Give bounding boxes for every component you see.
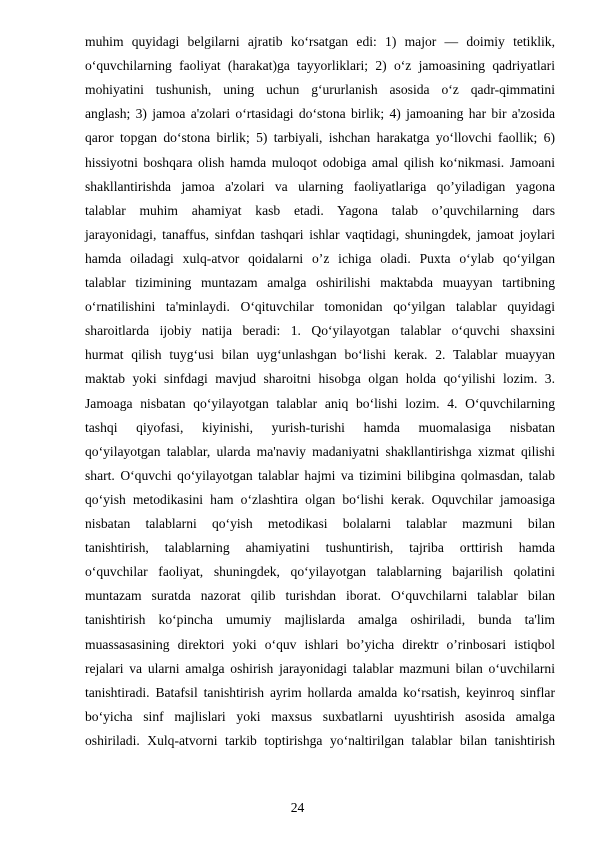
text-line: qo‘yilayotgan talablar, ularda ma'naviy madaniyatni shakllantirishga xizmat qilishi	[85, 443, 555, 459]
text-line: muntazam suratda nazorat qilib turishdan iborat. O‘quvchilarni talablar bilan	[85, 588, 555, 604]
text-line: hurmat qilish tuyg‘usi bilan uyg‘unlashgan bo‘lishi kerak. 2. Talablar muayyan	[85, 347, 555, 363]
text-line: sharoitlarda ijobiy natija beradi: 1. Qo‘yilayotgan talablar o‘quvchi shaxsini	[85, 323, 555, 339]
text-line: mohiyatini tushunish, uning uchun g‘ururlanish asosida o‘z qadr-qimmatini	[85, 82, 555, 98]
text-line: hamda oiladagi xulq-atvor qoidalarni o’z ichiga oladi. Puxta o‘ylab qo‘yilgan	[85, 250, 555, 266]
text-line: oshiriladi. Xulq-atvorni tarkib toptirishga yo‘naltirilgan talablar bilan tanishtirish	[85, 732, 555, 748]
text-line: muassasasining direktori yoki o‘quv ishlari bo’yicha direktr o’rinbosari istiqbol	[85, 636, 555, 652]
text-line: tanishtirish ko‘pincha umumiy majlislarda amalga oshiriladi, bunda ta'lim	[85, 612, 555, 628]
text-line: muhim quyidagi belgilarni ajratib ko‘rsatgan edi: 1) major — doimiy tetiklik,	[85, 34, 555, 49]
page-number: 24	[290, 800, 305, 815]
text-line: tanishtiradi. Batafsil tanishtirish ayrim hollarda amalda ko‘rsatish, keyinroq sinflar	[85, 684, 555, 700]
text-line: qo‘yish metodikasini ham o‘zlashtira olgan bo‘lishi kerak. Oquvchilar jamoasiga	[85, 491, 555, 507]
text-line: o‘quvchilarning faoliyat (harakat)ga tayyorliklari; 2) o‘z jamoasining qadriyatlari	[85, 58, 555, 74]
text-line: rejalari va ularni amalga oshirish jarayonidagi talablar mazmuni bilan o‘uvchilarni	[85, 660, 555, 676]
text-line: shart. O‘quvchi qo‘yilayotgan talablar hajmi va tizimini bilibgina qolmasdan, talab	[85, 467, 555, 483]
text-line: jarayonidagi, tanaffus, sinfdan tashqari ishlar vaqtidagi, shuningdek, jamoat joylari	[85, 226, 555, 242]
text-line: o‘quvchilar faoliyat, shuningdek, qo‘yilayotgan talablarning bajarilish qolatini	[85, 564, 555, 580]
text-line: qaror topgan do‘stona birlik; 5) tarbiyali, ishchan harakatga yo‘llovchi faollik; 6)	[85, 130, 555, 146]
text-line: nisbatan talablarni qo‘yish metodikasi bolalarni talablar mazmuni bilan	[85, 516, 555, 531]
text-line: tashqi qiyofasi, kiyinishi, yurish-turishi hamda muomalasiga nisbatan	[85, 419, 555, 435]
text-line: shakllantirishda jamoa a'zolari va ularning faoliyatlariga qo’yiladigan yagona	[85, 178, 555, 194]
text-line: Jamoaga nisbatan qo‘yilayotgan talablar aniq bo‘lishi lozim. 4. O‘quvchilarning	[85, 395, 555, 411]
text-line: hissiyotni boshqara olish hamda muloqot odobiga amal qilish ko‘nikmasi. Jamoani	[85, 154, 555, 170]
text-line: talablar tizimining muntazam amalga oshirilishi maktabda muayyan tartibning	[85, 275, 555, 290]
text-line: o‘rnatilishini ta'minlaydi. O‘qituvchilar tomonidan qo‘yilgan talablar quyidagi	[85, 299, 555, 315]
text-line: bo‘yicha sinf majlislari yoki maxsus suxbatlarni uyushtirish asosida amalga	[85, 708, 555, 724]
text-line: tanishtirish, talablarning ahamiyatini tushuntirish, tajriba orttirish hamda	[85, 540, 555, 556]
text-line: talablar muhim ahamiyat kasb etadi. Yagona talab o’quvchilarning dars	[85, 202, 555, 218]
text-line: maktab yoki sinfdagi mavjud sharoitni hisobga olgan holda qo‘yilishi lozim. 3.	[85, 371, 555, 387]
text-line: anglash; 3) jamoa a'zolari o‘rtasidagi do‘stona birlik; 4) jamoaning har bir a'zosida	[85, 106, 555, 122]
